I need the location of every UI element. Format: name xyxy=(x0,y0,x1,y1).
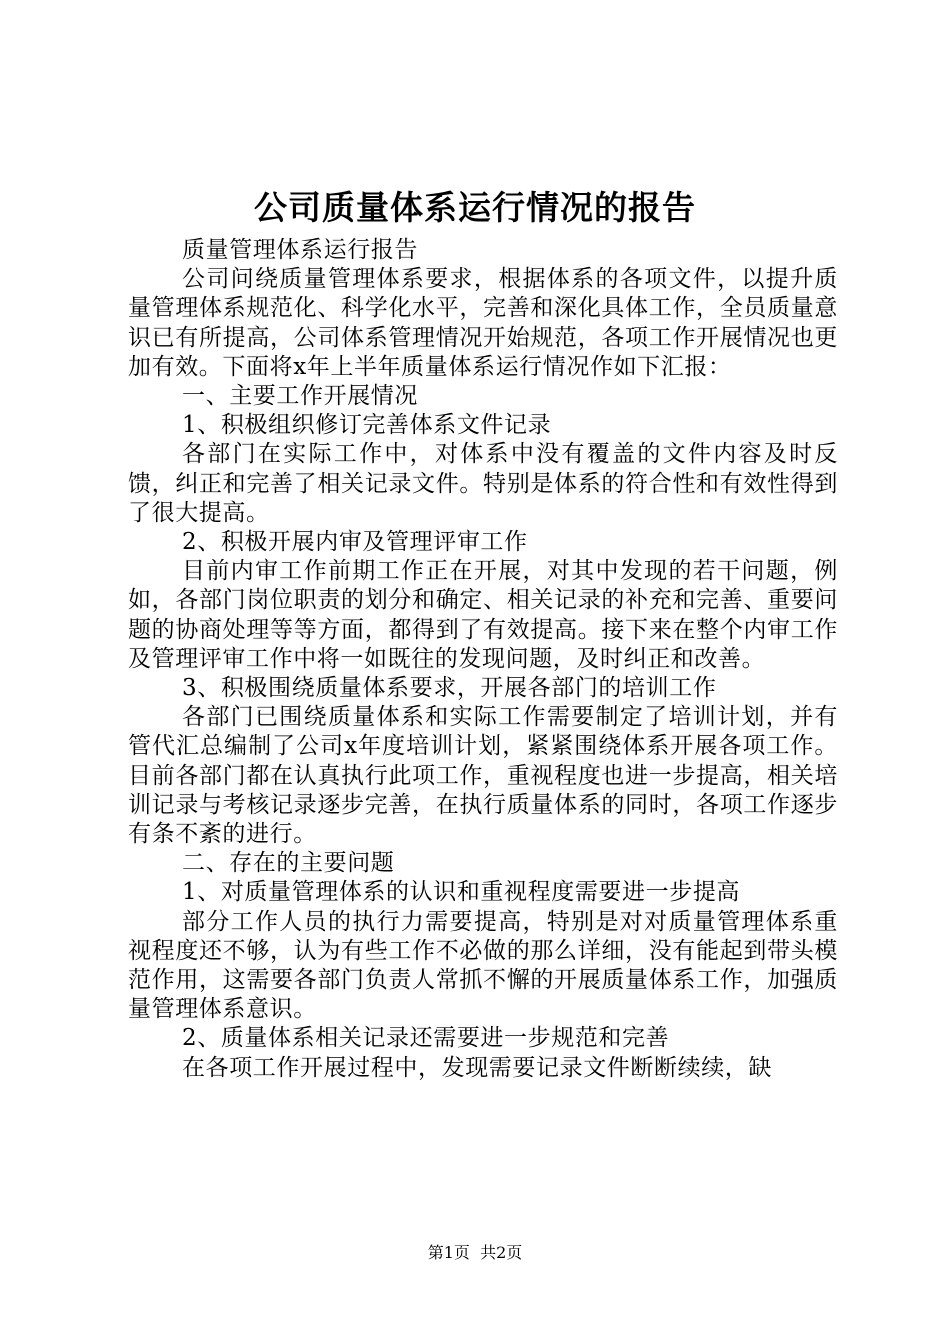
paragraph-item-1-1: 各部门在实际工作中，对体系中没有覆盖的文件内容及时反馈，纠正和完善了相关记录文件。特别是体系的符合性和有效性得到了很大提高。 xyxy=(128,441,838,526)
page-number: 第1页 xyxy=(427,1243,470,1262)
heading-item-2-2: 2、质量体系相关记录还需要进一步规范和完善 xyxy=(182,1025,670,1052)
page-total: 共2页 xyxy=(480,1243,523,1262)
heading-item-1-2: 2、积极开展内审及管理评审工作 xyxy=(182,529,528,556)
paragraph-report-name: 质量管理体系运行报告 xyxy=(182,237,418,263)
paragraph-item-1-2: 目前内审工作前期工作正在开展，对其中发现的若干问题，例如，各部门岗位职责的划分和确定、相关记录的补充和完善、重要问题的协商处理等等方面，都得到了有效提高。接下来在整个内审工作及管理评审工作中将一如既往的发现问题，及时纠正和改善。 xyxy=(128,558,838,672)
heading-section-2: 二、存在的主要问题 xyxy=(182,850,395,877)
heading-item-1-1: 1、积极组织修订完善体系文件记录 xyxy=(182,412,552,439)
paragraph-item-2-2: 在各项工作开展过程中，发现需要记录文件断断续续，缺 xyxy=(182,1054,772,1081)
heading-item-1-3: 3、积极围绕质量体系要求，开展各部门的培训工作 xyxy=(182,675,717,702)
document-body xyxy=(128,236,838,1083)
page-footer xyxy=(0,1242,950,1264)
heading-item-2-1: 1、对质量管理体系的认识和重视程度需要进一步提高 xyxy=(182,879,741,906)
paragraph-item-1-3: 各部门已围绕质量体系和实际工作需要制定了培训计划，并有管代汇总编制了公司x年度培训计划，紧紧围绕体系开展各项工作。目前各部门都在认真执行此项工作，重视程度也进一步提高，相关培训记录与考核记录逐步完善，在执行质量体系的同时，各项工作逐步有条不紊的进行。 xyxy=(128,704,838,848)
heading-section-1: 一、主要工作开展情况 xyxy=(182,383,418,410)
document-title: 公司质量体系运行情况的报告 xyxy=(254,188,696,227)
paragraph-intro: 公司问绕质量管理体系要求，根据体系的各项文件，以提升质量管理体系规范化、科学化水平，完善和深化具体工作，全员质量意识已有所提高，公司体系管理情况开始规范，各项工作开展情况也更加有效。下面将x年上半年质量体系运行情况作如下汇报： xyxy=(128,266,838,380)
paragraph-item-2-1: 部分工作人员的执行力需要提高，特别是对对质量管理体系重视程度还不够，认为有些工作不必做的那么详细，没有能起到带头模范作用，这需要各部门负责人常抓不懈的开展质量体系工作，加强质量管理体系意识。 xyxy=(128,908,838,1023)
